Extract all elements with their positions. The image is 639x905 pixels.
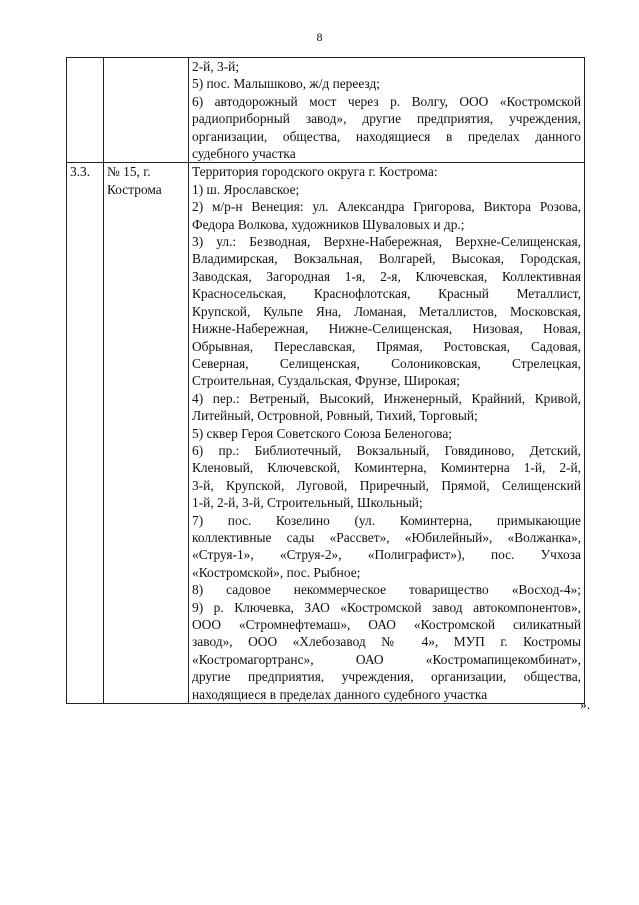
territory-cell (189, 58, 585, 163)
territory-line: 9) р. Ключевка, ЗАО «Костромской завод автокомпонентов», (192, 599, 581, 615)
territory-line: 6) автодорожный мост через р. Волгу, ООО «Костромской (192, 93, 581, 109)
page-number: 8 (316, 30, 323, 44)
territory-cell (189, 163, 585, 704)
territory-line: 5) сквер Героя Советского Союза Беленогова; (192, 425, 452, 441)
row-number-cell: 3.3. (67, 163, 104, 704)
territory-line: Красносельская, Краснофлотская, Красный Металлист, (192, 286, 581, 302)
territory-line: «Костромагортранс», ОАО «Костромапищекомбинат», (192, 651, 581, 667)
territory-line: Нижне-Набережная, Нижне-Селищенская, Низовая, Новая, (192, 321, 581, 337)
territory-line: 3) ул.: Безводная, Верхне-Набережная, Верхне-Селищенская, (192, 234, 581, 250)
territory-line: 2) м/р-н Венеция: ул. Александра Григорова, Виктора Розова, (192, 199, 581, 215)
territory-line: 3-й, Крупской, Луговой, Приречный, Прямой, Селищенский (192, 477, 581, 493)
territory-line: 8) садовое некоммерческое товарищество «Восход-4»; (192, 582, 581, 598)
court-district-table (66, 57, 585, 704)
territory-line: Литейный, Островной, Ровный, Тихий, Торговый; (192, 408, 478, 424)
territory-line: судебного участка (192, 146, 296, 162)
territory-line: Федора Волкова, художников Шуваловых и др.; (192, 216, 465, 232)
territory-line: Крупской, Кульпе Яна, Ломаная, Металлистов, Московская, (192, 303, 581, 319)
territory-line: радиоприборный завод», другие предприятия, учреждения, (192, 111, 581, 127)
territory-line: 5) пос. Малышково, ж/д переезд; (192, 76, 381, 92)
territory-line: 1-й, 2-й, 3-й, Строительный, Школьный; (192, 495, 423, 511)
territory-line: завод», ООО «Хлебозавод № 4», МУП г. Костромы (192, 634, 581, 650)
territory-line: другие предприятия, учреждения, организации, общества, (192, 669, 581, 685)
territory-line: Заводская, Загородная 1-я, 2-я, Ключевская, Коллективная (192, 268, 581, 284)
closing-quote-mark: ». (580, 697, 591, 712)
territory-line: коллективные сады «Рассвет», «Юбилейный», «Волжанка», (192, 529, 581, 545)
territory-line: находящиеся в пределах данного судебного участка (192, 686, 488, 702)
row-number-cell (67, 58, 104, 163)
territory-line: Территория городского округа г. Кострома: (192, 164, 438, 180)
territory-line: ООО «Стромнефтемаш», ОАО «Костромской силикатный (192, 617, 581, 632)
territory-line: 7) пос. Козелино (ул. Коминтерна, примыкающие (192, 512, 581, 528)
territory-line: 4) пер.: Ветреный, Высокий, Инженерный, Крайний, Кривой, (192, 390, 581, 406)
territory-line: 6) пр.: Библиотечный, Вокзальный, Говядиново, Детский, (192, 442, 581, 458)
territory-line: Обрывная, Переславская, Прямая, Ростовская, Садовая, (192, 338, 581, 354)
territory-line: Строительная, Суздальская, Фрунзе, Широкая; (192, 373, 461, 389)
table-row (67, 58, 585, 163)
territory-line: 2-й, 3-й; (192, 59, 240, 74)
territory-line: организации, общества, находящиеся в пределах данного (192, 128, 581, 144)
territory-line: Северная, Селищенская, Солониковская, Стрелецкая, (192, 355, 581, 371)
territory-line: «Костромской», пос. Рыбное; (192, 564, 361, 580)
territory-line: Владимирская, Вокзальная, Волгарей, Высокая, Городская, (192, 251, 581, 267)
district-cell (104, 58, 189, 163)
territory-line: 1) ш. Ярославское; (192, 181, 300, 197)
territory-line: Кленовый, Ключевской, Коминтерна, Коминтерна 1-й, 2-й, (192, 460, 581, 476)
district-cell: № 15, г. Кострома (104, 163, 189, 704)
table-row (67, 163, 585, 704)
territory-line: «Струя-1», «Струя-2», «Полиграфист»), пос. Учхоза (192, 547, 581, 563)
